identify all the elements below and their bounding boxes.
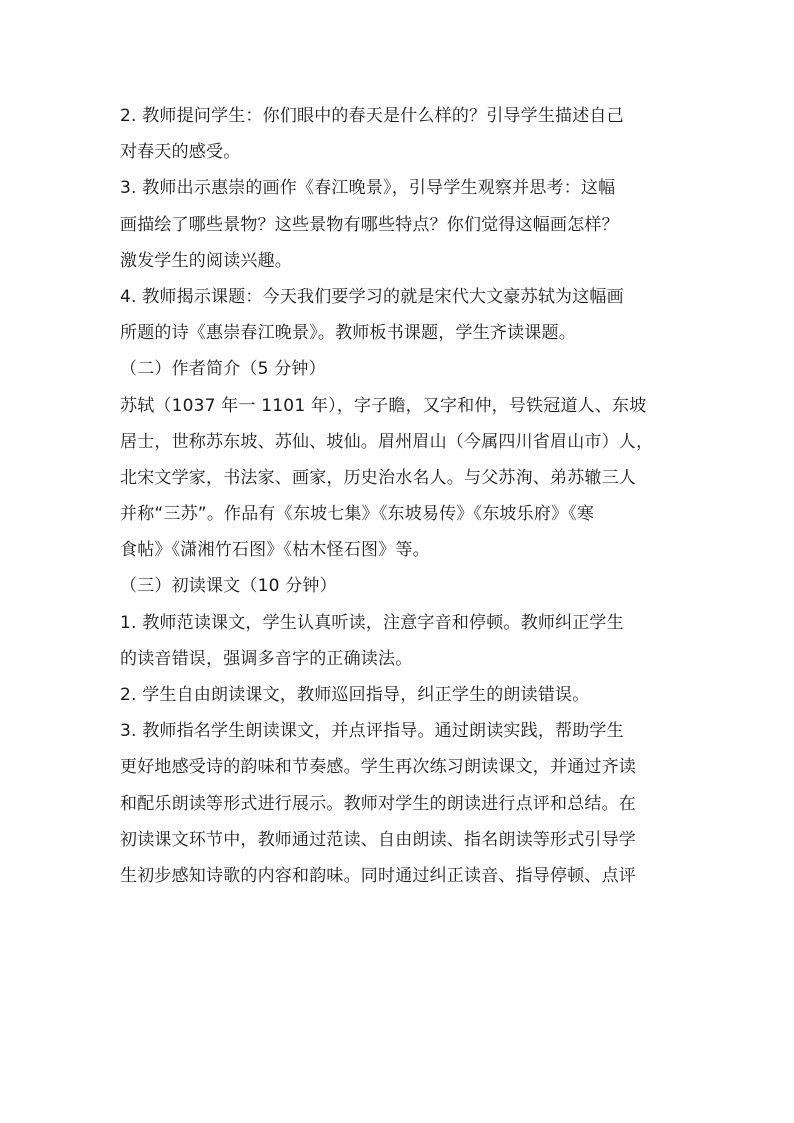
text-line: 生初步感知诗歌的内容和韵味。同时通过纠正读音、指导停顿、点评 [120,865,636,886]
text-line: 3. 教师出示惠崇的画作《春江晚景》，引导学生观察并思考：这幅 [120,178,616,199]
text-line: 食帖》《潇湘竹石图》《枯木怪石图》等。 [120,540,430,561]
text-line: 1. 教师范读课文，学生认真听读，注意字音和停顿。教师纠正学生 [120,612,624,633]
text-line: 苏轼（1037 年一 1101 年），字子瞻，又字和仲，号铁冠道人、东坡 [120,395,647,416]
text-line: 对春天的感受。 [120,142,241,163]
text-line: 更好地感受诗的韵味和节奏感。学生再次练习朗读课文，并通过齐读 [120,757,636,778]
text-line: 居士，世称苏东坡、苏仙、坡仙。眉州眉山（今属四川省眉山市）人， [120,431,654,452]
text-line: 2. 教师提问学生：你们眼中的春天是什么样的？引导学生描述自己 [120,106,624,126]
text-line: 4. 教师揭示课题：今天我们要学习的就是宋代大文豪苏轼为这幅画 [120,286,624,307]
document-body [120,98,680,894]
text-line: 3. 教师指名学生朗读课文，并点评指导。通过朗读实践，帮助学生 [120,721,624,742]
text-line: 并称“三苏”。作品有《东坡七集》《东坡易传》《东坡乐府》《寒 [120,504,595,525]
text-line: 2. 学生自由朗读课文，教师巡回指导，纠正学生的朗读错误。 [120,685,590,705]
section-heading: （三）初读课文（10 分钟） [120,576,337,597]
text-line: 所题的诗《惠崇春江晚景》。教师板书课题，学生齐读课题。 [120,323,576,344]
text-line: 激发学生的阅读兴趣。 [120,250,292,271]
section-heading: （二）作者简介（5 分钟） [120,359,326,380]
text-line: 北宋文学家，书法家、画家，历史治水名人。与父苏洵、弟苏辙三人 [120,467,636,488]
text-line: 画描绘了哪些景物？这些景物有哪些特点？你们觉得这幅画怎样？ [120,214,619,235]
text-line: 和配乐朗读等形式进行展示。教师对学生的朗读进行点评和总结。在 [120,793,636,814]
text-line: 初读课文环节中，教师通过范读、自由朗读、指名朗读等形式引导学 [120,829,636,850]
text-line: 的读音错误，强调多音字的正确读法。 [120,648,413,669]
